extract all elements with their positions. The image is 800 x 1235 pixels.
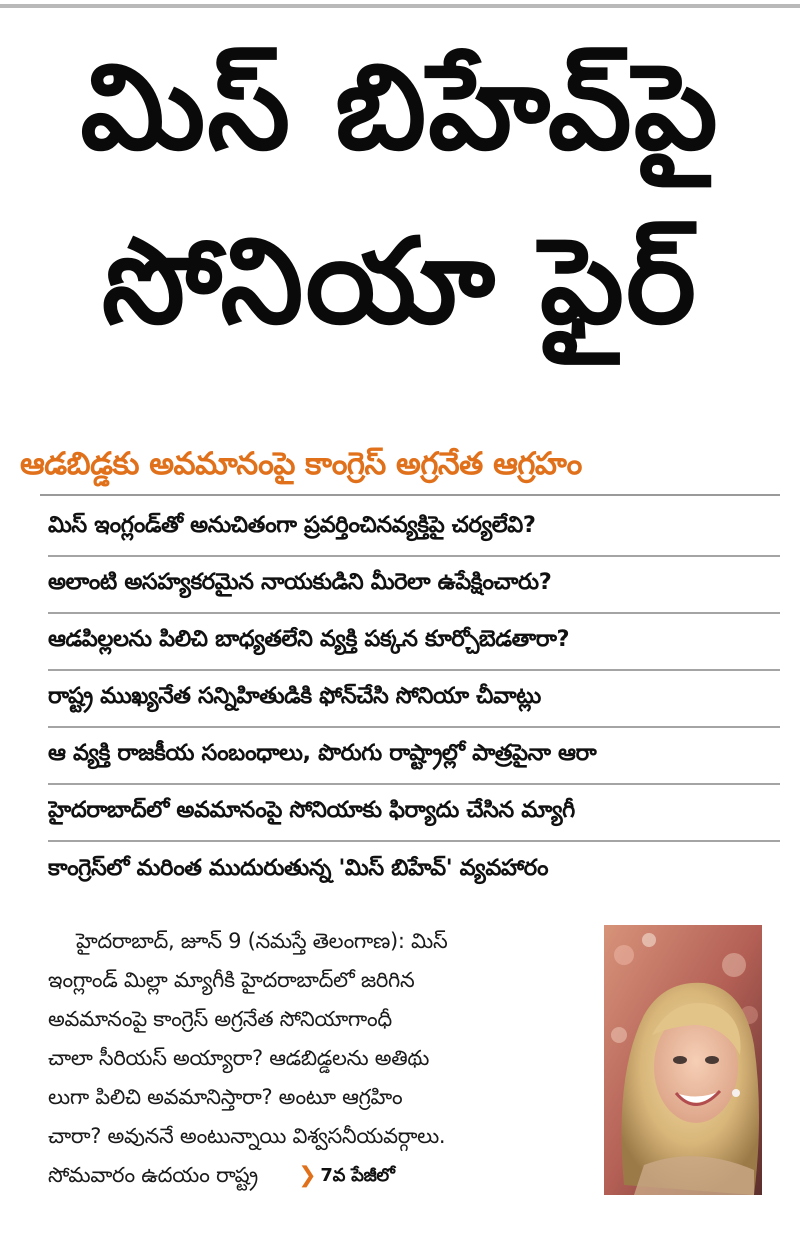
highlight-item: రాష్ట్ర ముఖ్యనేత సన్నిహితుడికి ఫోన్‌చేసి సోనియా చీవాట్లు bbox=[48, 671, 780, 728]
chevron-right-icon: ❯ bbox=[298, 1163, 317, 1188]
highlight-item: మిస్ ఇంగ్లండ్‌తో అనుచితంగా ప్రవర్తించినవ్యక్తిపై చర్యలేవి? bbox=[48, 500, 780, 557]
body-line: చారా? అవుననే అంటున్నాయి విశ్వసనీయవర్గాలు. bbox=[48, 1124, 446, 1148]
article-body bbox=[48, 922, 596, 1195]
portrait-illustration bbox=[604, 925, 762, 1195]
body-line: లుగా పిలిచి అవమానిస్తారా? అంటూ ఆగ్రహిం bbox=[48, 1085, 403, 1109]
headline-line-1: మిస్ బిహేవ్‌పై bbox=[80, 38, 720, 176]
highlight-item: హైదరాబాద్‌లో అవమానంపై సోనియాకు ఫిర్యాదు చేసిన మ్యాగీ bbox=[48, 785, 780, 842]
highlight-item: ఆడపిల్లలను పిలిచి బాధ్యతలేని వ్యక్తి పక్కన కూర్చోబెడతారా? bbox=[48, 614, 780, 671]
body-line-last bbox=[48, 1156, 596, 1195]
body-line: అవమానంపై కాంగ్రెస్ అగ్రనేత సోనియాగాంధీ bbox=[48, 1007, 392, 1031]
article-photo bbox=[604, 925, 762, 1195]
continued-on-page[interactable] bbox=[298, 1156, 394, 1195]
highlight-item: కాంగ్రెస్‌లో మరింత ముదురుతున్న 'మిస్ బిహేవ్' వ్యవహారం bbox=[48, 855, 549, 881]
body-line-text: సోమవారం ఉదయం రాష్ట్ర bbox=[48, 1163, 258, 1187]
continued-label: 7వ పేజీలో bbox=[320, 1165, 395, 1186]
headline-line-2: సోనియా ఫైర్ bbox=[102, 212, 698, 350]
subheadline-divider bbox=[40, 494, 780, 496]
subheadline: ఆడబిడ్డకు అవమానంపై కాంగ్రెస్ అగ్రనేత ఆగ్రహం bbox=[20, 446, 582, 482]
highlight-item: అలాంటి అసహ్యకరమైన నాయకుడిని మీరెలా ఉపేక్షించారు? bbox=[48, 557, 780, 614]
highlights-list bbox=[48, 500, 780, 899]
body-line: ఇంగ్లాండ్ మిల్లా మ్యాగీకి హైదరాబాద్‌లో జరిగిన bbox=[48, 968, 415, 992]
top-rule bbox=[0, 4, 800, 8]
highlight-item: ఆ వ్యక్తి రాజకీయ సంబంధాలు, పొరుగు రాష్ట్రాల్లో పాత్రపైనా ఆరా bbox=[48, 728, 780, 785]
body-line: చాలా సీరియస్ అయ్యారా? ఆడబిడ్డలను అతిథు bbox=[48, 1046, 430, 1070]
body-line: హైదరాబాద్, జూన్ 9 (నమస్తే తెలంగాణ): మిస్ bbox=[76, 929, 448, 953]
